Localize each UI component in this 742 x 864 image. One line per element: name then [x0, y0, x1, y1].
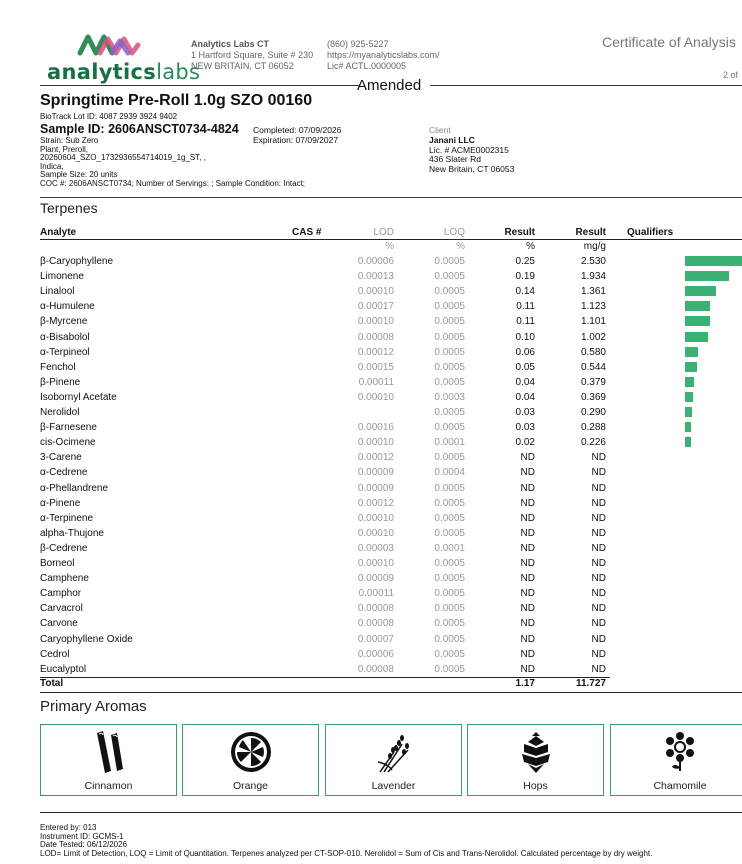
- header-qualifiers: Qualifiers: [627, 227, 674, 238]
- completed-date: Completed: 07/09/2026: [253, 125, 342, 135]
- table-row: [0, 437, 742, 452]
- result-mg: 0.290: [580, 407, 606, 418]
- loq-value: 0.0005: [434, 603, 465, 615]
- lod-value: 0.00010: [357, 437, 394, 449]
- sample-id: Sample ID: 2606ANSCT0734-4824: [40, 122, 239, 136]
- result-pct: ND: [520, 558, 535, 569]
- lab-website[interactable]: https://myanalyticslabs.com/: [327, 50, 440, 60]
- dates: [253, 125, 341, 145]
- loq-value: 0.0005: [434, 452, 465, 464]
- analyte-name: Caryophyllene Oxide: [40, 633, 133, 645]
- table-row: [0, 618, 742, 633]
- loq-value: 0.0005: [434, 271, 465, 283]
- loq-value: 0.0005: [434, 648, 465, 660]
- result-pct: ND: [520, 588, 535, 600]
- table-row: [0, 498, 742, 513]
- table-row: [0, 301, 742, 316]
- loq-value: 0.0005: [434, 618, 465, 630]
- result-pct: ND: [520, 527, 535, 539]
- table-row: [0, 528, 742, 543]
- loq-value: 0.0005: [434, 573, 465, 585]
- logo-sub-text: labs: [156, 60, 201, 84]
- lod-value: 0.00009: [357, 573, 394, 585]
- aroma-label-lavender: Lavender: [371, 780, 416, 792]
- aroma-label-chamomile: Chamomile: [653, 780, 707, 792]
- unit-lod: %: [385, 241, 394, 252]
- analyte-name: α-Pinene: [40, 497, 81, 509]
- qualifier-bar: [685, 347, 698, 357]
- result-pct: 0.11: [516, 316, 535, 328]
- analyte-name: β-Cedrene: [40, 542, 88, 554]
- header-cas: CAS #: [292, 227, 322, 238]
- result-mg: 1.934: [580, 271, 606, 283]
- loq-value: 0.0005: [434, 331, 465, 343]
- qualifier-bar: [685, 271, 729, 281]
- result-pct: 0.03: [515, 407, 535, 418]
- lod-value: 0.00008: [357, 603, 394, 615]
- lod-value: 0.00010: [357, 512, 394, 524]
- lab-address-line2: NEW BRITAIN, CT 06052: [191, 61, 294, 71]
- result-mg: 1.123: [580, 301, 606, 313]
- loq-value: 0.0005: [434, 497, 465, 509]
- lod-value: 0.00011: [358, 588, 394, 600]
- result-mg: 1.002: [580, 331, 606, 343]
- lab-address: [191, 39, 313, 72]
- lod-value: 0.00003: [357, 542, 394, 554]
- lod-value: 0.00012: [357, 452, 394, 464]
- loq-value: 0.0001: [434, 437, 465, 449]
- sample-size: Sample Size: 20 units: [40, 170, 118, 179]
- table-header-rule: [40, 239, 742, 240]
- result-mg: ND: [591, 618, 606, 630]
- qualifier-bar: [685, 437, 691, 447]
- result-mg: ND: [591, 573, 606, 585]
- result-pct: ND: [520, 573, 535, 585]
- lod-value: 0.00007: [357, 633, 394, 645]
- lod-value: 0.00012: [357, 346, 394, 358]
- page-number: 2 of: [723, 70, 739, 80]
- logo-wave-icon: [76, 31, 142, 57]
- result-pct: 0.06: [515, 346, 535, 358]
- lod-value: 0.00008: [357, 618, 394, 630]
- aroma-card-lavender: [325, 724, 462, 796]
- result-mg: ND: [591, 452, 606, 464]
- qualifier-bar: [685, 407, 692, 417]
- analyte-name: cis-Ocimene: [40, 437, 96, 449]
- entered-by: Entered by: 013: [40, 823, 97, 832]
- aroma-card-orange: [182, 724, 319, 796]
- amended-label: Amended: [357, 77, 422, 94]
- lod-value: 0.00008: [357, 663, 394, 675]
- result-mg: ND: [591, 467, 606, 479]
- result-pct: ND: [520, 648, 535, 660]
- aroma-card-hops: [467, 724, 604, 796]
- result-pct: ND: [520, 452, 535, 464]
- analyte-name: α-Terpineol: [40, 346, 90, 358]
- result-mg: 0.288: [580, 422, 606, 434]
- footer-divider: [40, 812, 742, 813]
- qualifier-bar: [685, 316, 710, 326]
- table-row: [0, 422, 742, 437]
- loq-value: 0.0005: [434, 286, 465, 298]
- lab-address-line1: 1 Hartford Square, Suite # 230: [191, 50, 314, 60]
- loq-value: 0.0005: [434, 588, 465, 600]
- analyte-name: Cedrol: [40, 648, 70, 660]
- analyte-name: alpha-Thujone: [40, 527, 104, 539]
- result-mg: ND: [591, 648, 606, 660]
- aroma-label-orange: Orange: [232, 780, 269, 792]
- result-mg: 2.530: [580, 256, 606, 267]
- product-name: Springtime Pre-Roll 1.0g SZO 00160: [40, 92, 313, 109]
- result-mg: ND: [591, 527, 606, 539]
- analyte-name: Nerolidol: [40, 407, 80, 418]
- result-pct: ND: [520, 467, 535, 479]
- analyte-name: α-Terpinene: [40, 512, 94, 524]
- lod-value: 0.00015: [357, 361, 394, 373]
- table-row: [0, 649, 742, 664]
- strain: Strain: Sub Zero: [40, 136, 99, 145]
- lod-value: 0.00016: [357, 422, 394, 434]
- lod-value: 0.00010: [357, 316, 394, 328]
- loq-value: 0.0005: [434, 512, 465, 524]
- table-row: [0, 407, 742, 422]
- analyte-name: Carvacrol: [40, 603, 83, 615]
- result-pct: ND: [520, 497, 535, 509]
- loq-value: 0.0003: [434, 391, 465, 403]
- aromas-title: Primary Aromas: [40, 698, 147, 715]
- loq-value: 0.0005: [434, 256, 465, 267]
- table-row: [0, 332, 742, 347]
- qualifier-bar: [685, 286, 716, 296]
- result-mg: 0.369: [580, 391, 606, 403]
- lod-value: 0.00017: [357, 301, 394, 313]
- aroma-card-cinnamon: [40, 724, 177, 796]
- lod-value: 0.00010: [357, 391, 394, 403]
- expiration-date: Expiration: 07/09/2027: [253, 135, 339, 145]
- lod-value: 0.00009: [357, 482, 394, 494]
- result-mg: ND: [591, 512, 606, 524]
- loq-value: 0.0005: [434, 376, 465, 388]
- qualifier-bar: [685, 362, 697, 372]
- analyte-name: Borneol: [40, 558, 75, 569]
- batch-id: 20260604_SZO_1732936554714019_1g_ST, ,: [40, 153, 206, 162]
- loq-value: 0.0005: [434, 527, 465, 539]
- header-divider-left: [40, 85, 360, 86]
- lod-value: 0.00012: [357, 497, 394, 509]
- header-result-mg: Result: [575, 227, 606, 238]
- logo-main-text: analytics: [47, 60, 157, 84]
- header-loq: LOQ: [443, 227, 465, 238]
- unit-loq: %: [456, 241, 465, 252]
- table-row: [0, 392, 742, 407]
- loq-value: 0.0005: [434, 361, 465, 373]
- table-row: [0, 286, 742, 301]
- unit-result-pct: %: [526, 241, 535, 252]
- coc-info: COC #: 2606ANSCT0734; Number of Servings: ; Sample Condition: Intact;: [40, 178, 306, 188]
- lab-license: Lic# ACTL.0000005: [327, 61, 407, 71]
- analyte-name: Fenchol: [40, 361, 76, 373]
- unit-result-mg: mg/g: [583, 241, 606, 252]
- loq-value: 0.0005: [434, 663, 465, 675]
- result-pct: ND: [520, 663, 535, 675]
- loq-value: 0.0005: [434, 558, 465, 569]
- result-mg: ND: [591, 588, 606, 600]
- qualifier-bar: [685, 422, 691, 432]
- result-mg: ND: [591, 633, 606, 645]
- table-row: [0, 543, 742, 558]
- result-pct: 0.04: [515, 391, 535, 403]
- biotrack-lot-id: BioTrack Lot ID: 4087 2939 3924 9402: [40, 112, 178, 121]
- orange-icon: [229, 730, 273, 774]
- footer-info: [40, 824, 652, 858]
- result-mg: 0.544: [580, 361, 606, 373]
- table-row: [0, 558, 742, 573]
- category: Indica,: [40, 161, 64, 171]
- table-row: [0, 573, 742, 588]
- table-row: [0, 362, 742, 377]
- header-divider-right: [430, 85, 742, 86]
- loq-value: 0.0005: [434, 316, 465, 328]
- client-address-line2: New Britain, CT 06053: [429, 163, 515, 174]
- table-row: [0, 603, 742, 618]
- total-result-pct: 1.17: [515, 678, 535, 689]
- result-pct: 0.11: [516, 301, 535, 313]
- result-pct: 0.25: [515, 256, 535, 267]
- client-license: Lic. # ACME0002315: [429, 144, 509, 155]
- analyte-name: Linalool: [40, 286, 75, 298]
- lod-value: 0.00008: [357, 331, 394, 343]
- loq-value: 0.0005: [434, 482, 465, 494]
- lod-value: 0.00010: [357, 527, 394, 539]
- lavender-icon: [374, 730, 414, 774]
- loq-value: 0.0005: [434, 633, 465, 645]
- qualifier-bar: [685, 377, 694, 387]
- lod-value: 0.00009: [357, 467, 394, 479]
- header-lod: LOD: [373, 227, 394, 238]
- result-pct: 0.03: [515, 422, 535, 434]
- analyte-name: α-Bisabolol: [40, 331, 90, 343]
- lod-value: 0.00013: [357, 271, 394, 283]
- loq-value: 0.0005: [434, 407, 465, 418]
- client-address-line1: 436 Slater Rd: [429, 154, 481, 164]
- result-mg: ND: [591, 497, 606, 509]
- table-row: [0, 634, 742, 649]
- loq-value: 0.0001: [434, 542, 465, 554]
- certificate-title: Certificate of Analysis: [602, 34, 736, 50]
- terpenes-title: Terpenes: [40, 200, 98, 216]
- result-mg: 0.379: [580, 376, 606, 388]
- lab-phone: (860) 925-5227: [327, 39, 389, 49]
- qualifier-bar: [685, 392, 693, 402]
- result-mg: ND: [591, 542, 606, 554]
- result-mg: 0.226: [580, 437, 606, 449]
- section-divider: [40, 197, 742, 198]
- analyte-name: β-Farnesene: [40, 422, 97, 434]
- aroma-card-chamomile: [610, 724, 742, 796]
- analyte-name: α-Cedrene: [40, 467, 88, 479]
- date-tested: Date Tested: 06/12/2026: [40, 840, 128, 850]
- lod-value: 0.00006: [357, 256, 394, 267]
- chamomile-icon: [662, 732, 698, 772]
- result-pct: ND: [520, 482, 535, 494]
- client-name: Janani LLC: [429, 135, 475, 145]
- result-pct: ND: [520, 512, 535, 524]
- header-analyte: Analyte: [40, 227, 77, 238]
- hops-icon: [518, 730, 554, 774]
- result-pct: ND: [520, 542, 535, 554]
- result-mg: ND: [591, 603, 606, 615]
- result-mg: 0.580: [580, 346, 606, 358]
- instrument-id: Instrument ID: GCMS-1: [40, 831, 124, 841]
- qualifier-bar: [685, 332, 708, 342]
- product-type: Plant, Preroll,: [40, 144, 89, 154]
- qualifier-bar: [685, 301, 710, 311]
- analyte-name: α-Phellandrene: [40, 482, 109, 494]
- table-row: [0, 347, 742, 362]
- analyte-name: Camphene: [40, 573, 89, 585]
- lab-contact: [327, 39, 440, 72]
- result-pct: ND: [520, 618, 535, 630]
- analyte-name: 3-Carene: [40, 452, 82, 464]
- table-row: [0, 377, 742, 392]
- result-pct: 0.02: [515, 437, 535, 449]
- table-row: [0, 316, 742, 331]
- result-pct: ND: [520, 633, 535, 645]
- loq-value: 0.0005: [434, 422, 465, 434]
- result-pct: 0.19: [515, 271, 535, 283]
- analyte-name: Isobornyl Acetate: [40, 391, 117, 403]
- result-mg: 1.101: [580, 316, 606, 328]
- lod-value: 0.00010: [357, 286, 394, 298]
- aroma-label-cinnamon: Cinnamon: [84, 780, 133, 792]
- analyte-name: α-Humulene: [40, 301, 95, 313]
- analyte-name: Camphor: [40, 588, 82, 600]
- lod-value: 0.00011: [358, 376, 394, 388]
- qualifier-bar: [685, 256, 742, 266]
- table-row: [0, 256, 742, 271]
- table-row: [0, 467, 742, 482]
- total-result-mg: 11.727: [575, 678, 606, 689]
- result-mg: ND: [591, 482, 606, 494]
- analyte-name: Eucalyptol: [40, 663, 87, 675]
- table-row: [0, 483, 742, 498]
- table-row: [0, 588, 742, 603]
- loq-value: 0.0004: [434, 467, 465, 479]
- client-label: Client: [429, 125, 451, 135]
- lod-value: 0.00006: [357, 648, 394, 660]
- header-result-pct: Result: [504, 227, 535, 238]
- aroma-label-hops: Hops: [523, 780, 548, 792]
- analyte-name: Limonene: [40, 271, 84, 283]
- footer-note: LOD= Limit of Detection, LOQ = Limit of Quantitation. Terpenes analyzed per CT-SOP-010. Nerolidol = Sum of Cis and Trans-Nerolidol. Calculated percentage by dry weight.: [40, 848, 653, 858]
- result-pct: 0.04: [515, 376, 535, 388]
- result-pct: ND: [520, 603, 535, 615]
- cinnamon-icon: [89, 729, 129, 775]
- table-row: [0, 513, 742, 528]
- result-pct: 0.14: [515, 286, 535, 298]
- total-label: Total: [40, 678, 64, 689]
- table-row: [0, 452, 742, 467]
- analyte-name: β-Myrcene: [40, 316, 88, 328]
- table-end-rule: [40, 692, 742, 693]
- analyte-name: Carvone: [40, 618, 78, 630]
- analyte-name: β-Pinene: [40, 376, 81, 388]
- result-pct: 0.05: [515, 361, 535, 373]
- loq-value: 0.0005: [434, 346, 465, 358]
- result-pct: 0.10: [515, 331, 535, 343]
- analyte-name: β-Caryophyllene: [40, 256, 114, 267]
- table-row: [0, 271, 742, 286]
- client-info: [429, 136, 514, 174]
- lab-name: Analytics Labs CT: [191, 39, 270, 49]
- lod-value: 0.00010: [357, 558, 394, 569]
- loq-value: 0.0005: [434, 301, 465, 313]
- result-mg: 1.361: [580, 286, 606, 298]
- result-mg: ND: [591, 558, 606, 569]
- result-mg: ND: [591, 663, 606, 675]
